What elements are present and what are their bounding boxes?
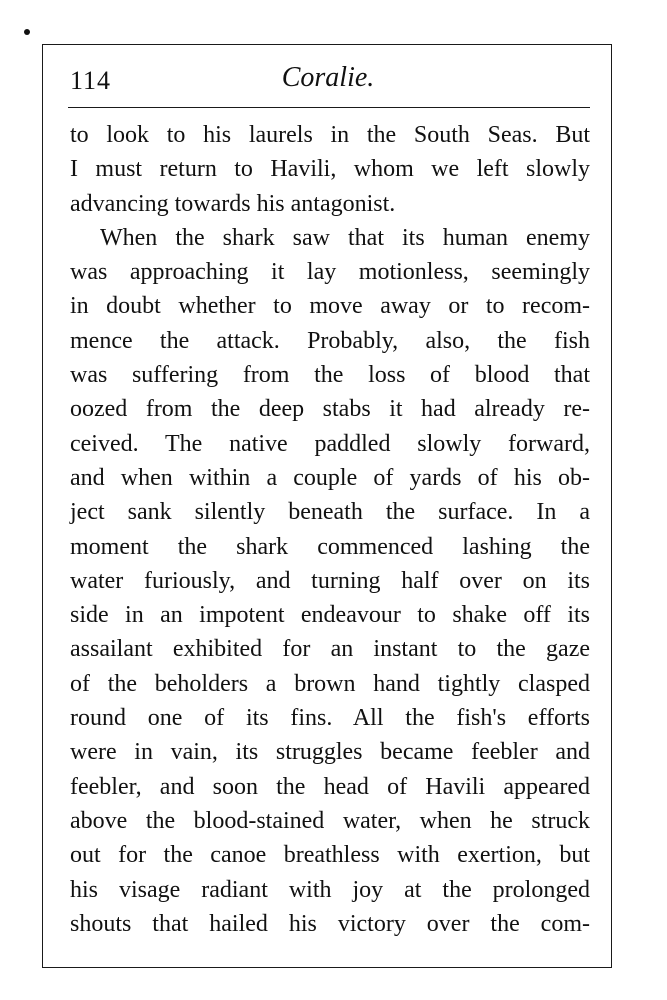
text-line: ject sank silently beneath the surface. In a (70, 499, 590, 526)
text-line: moment the shark commenced lashing the (70, 533, 590, 560)
margin-dot (24, 29, 30, 35)
page-header (66, 60, 590, 104)
text-line: water furiously, and turning half over on its (70, 567, 590, 594)
text-line: to look to his laurels in the South Seas. But (70, 122, 590, 148)
text-line: I must return to Havili, whom we left slowly (70, 156, 590, 183)
running-title: Coralie. (281, 62, 375, 93)
text-line: advancing towards his antagonist. (70, 190, 396, 217)
text-line: feebler, and soon the head of Havili appeared (70, 773, 590, 800)
text-line: in doubt whether to move away or to recom- (70, 293, 590, 320)
text-line: was approaching it lay motionless, seemingly (70, 259, 590, 286)
text-line: was suffering from the loss of blood that (70, 362, 590, 389)
page-number: 114 (70, 66, 112, 95)
text-line: shouts that hailed his victory over the com- (70, 910, 590, 937)
text-line: round one of its fins. All the fish's efforts (70, 705, 590, 732)
text-line: his visage radiant with joy at the prolonged (70, 876, 590, 903)
body-text (70, 118, 590, 941)
text-line: above the blood-stained water, when he struck (70, 807, 590, 834)
text-line: were in vain, its struggles became feebler and (70, 739, 590, 766)
text-line: ceived. The native paddled slowly forward, (70, 430, 590, 457)
text-line: and when within a couple of yards of his ob- (70, 464, 590, 491)
text-line: of the beholders a brown hand tightly clasped (70, 670, 590, 697)
text-line: oozed from the deep stabs it had already re- (70, 396, 590, 423)
text-line: assailant exhibited for an instant to the gaze (70, 636, 590, 663)
text-line: out for the canoe breathless with exertion, but (70, 842, 590, 869)
text-line: mence the attack. Probably, also, the fish (70, 327, 590, 354)
header-rule (68, 107, 590, 108)
text-line: When the shark saw that its human enemy (100, 224, 590, 251)
text-line: side in an impotent endeavour to shake off its (70, 602, 590, 629)
